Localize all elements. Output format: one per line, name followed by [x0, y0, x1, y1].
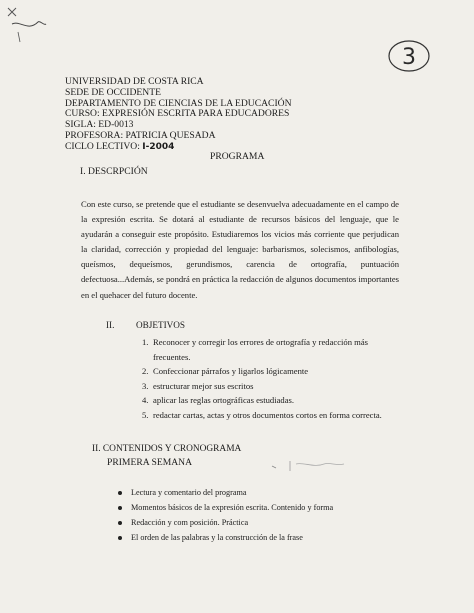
university-line: UNIVERSIDAD DE COSTA RICA	[65, 76, 204, 87]
description-paragraph: Con este curso, se pretende que el estudiante se desenvuelva adecuadamente en el campo de la expresión escrita. Se dotará al estudiante de recursos básicos del lenguaje, que le ayudarán a conseguir este propósito. Estudiaremos los vicios más corriente que perjudican la claridad, corrección y propiedad del lenguaje: barbarismos, solecismos, anfibologías, queísmos, dequeísmos, gerundismos, carencia de ortografía, puntuación defectuosa...Además, se pondrá en práctica la redacción de algunos documentos importantes en el quehacer del futuro docente.	[81, 199, 399, 300]
list-item: 4. aplicar las reglas ortográficas estudiadas.	[142, 395, 295, 406]
course-line: CURSO: EXPRESIÓN ESCRITA PARA EDUCADORES	[65, 108, 290, 120]
pencil-annotation	[270, 458, 350, 472]
list-item: 2. Confeccionar párrafos y ligarlos lógicamente	[142, 366, 309, 377]
week-heading: PRIMERA SEMANA	[107, 457, 193, 468]
code-line: SIGLA: ED-0013	[65, 119, 134, 131]
section-objectives-heading	[106, 320, 185, 330]
seat-line: SEDE DE OCCIDENTE	[65, 86, 161, 98]
list-item: 1. Reconocer y corregir los errores de ortografía y redacción más frecuentes.	[142, 337, 368, 362]
scribble-mark	[4, 2, 50, 46]
cycle-value: I-2004	[142, 141, 175, 152]
department-line: DEPARTAMENTO DE CIENCIAS DE LA EDUCACIÓN	[65, 97, 292, 109]
list-item: Redacción y com posición. Práctica	[118, 516, 333, 531]
cycle-label: CICLO LECTIVO:	[65, 140, 140, 152]
bullet-icon	[118, 506, 122, 510]
section-description-heading: I. DESCRPCIÓN	[80, 166, 148, 177]
bullet-icon	[118, 536, 122, 540]
list-item: 5. redactar cartas, actas y otros documentos cortos en forma correcta.	[142, 409, 382, 420]
list-item: Lectura y comentario del programa	[118, 486, 333, 501]
section-objectives-number: II.	[106, 320, 115, 330]
objectives-list	[142, 335, 404, 423]
section-objectives-title: OBJETIVOS	[136, 320, 186, 330]
document-header	[65, 77, 292, 153]
program-title: PROGRAMA	[210, 151, 265, 162]
teacher-line: PROFESORA: PATRICIA QUESADA	[65, 129, 216, 141]
list-item: Momentos básicos de la expresión escrita. Contenido y forma	[118, 501, 333, 516]
bullet-icon	[118, 521, 122, 525]
section-contents-heading: II. CONTENIDOS Y CRONOGRAMA	[92, 444, 242, 454]
bullet-icon	[118, 491, 122, 495]
list-item: El orden de las palabras y la construcción de la frase	[118, 531, 333, 546]
week-one-topics	[118, 486, 333, 546]
circled-page-number	[387, 39, 431, 73]
list-item: 3. estructurar mejor sus escritos	[142, 380, 254, 391]
page-number-text: 3	[402, 45, 416, 70]
